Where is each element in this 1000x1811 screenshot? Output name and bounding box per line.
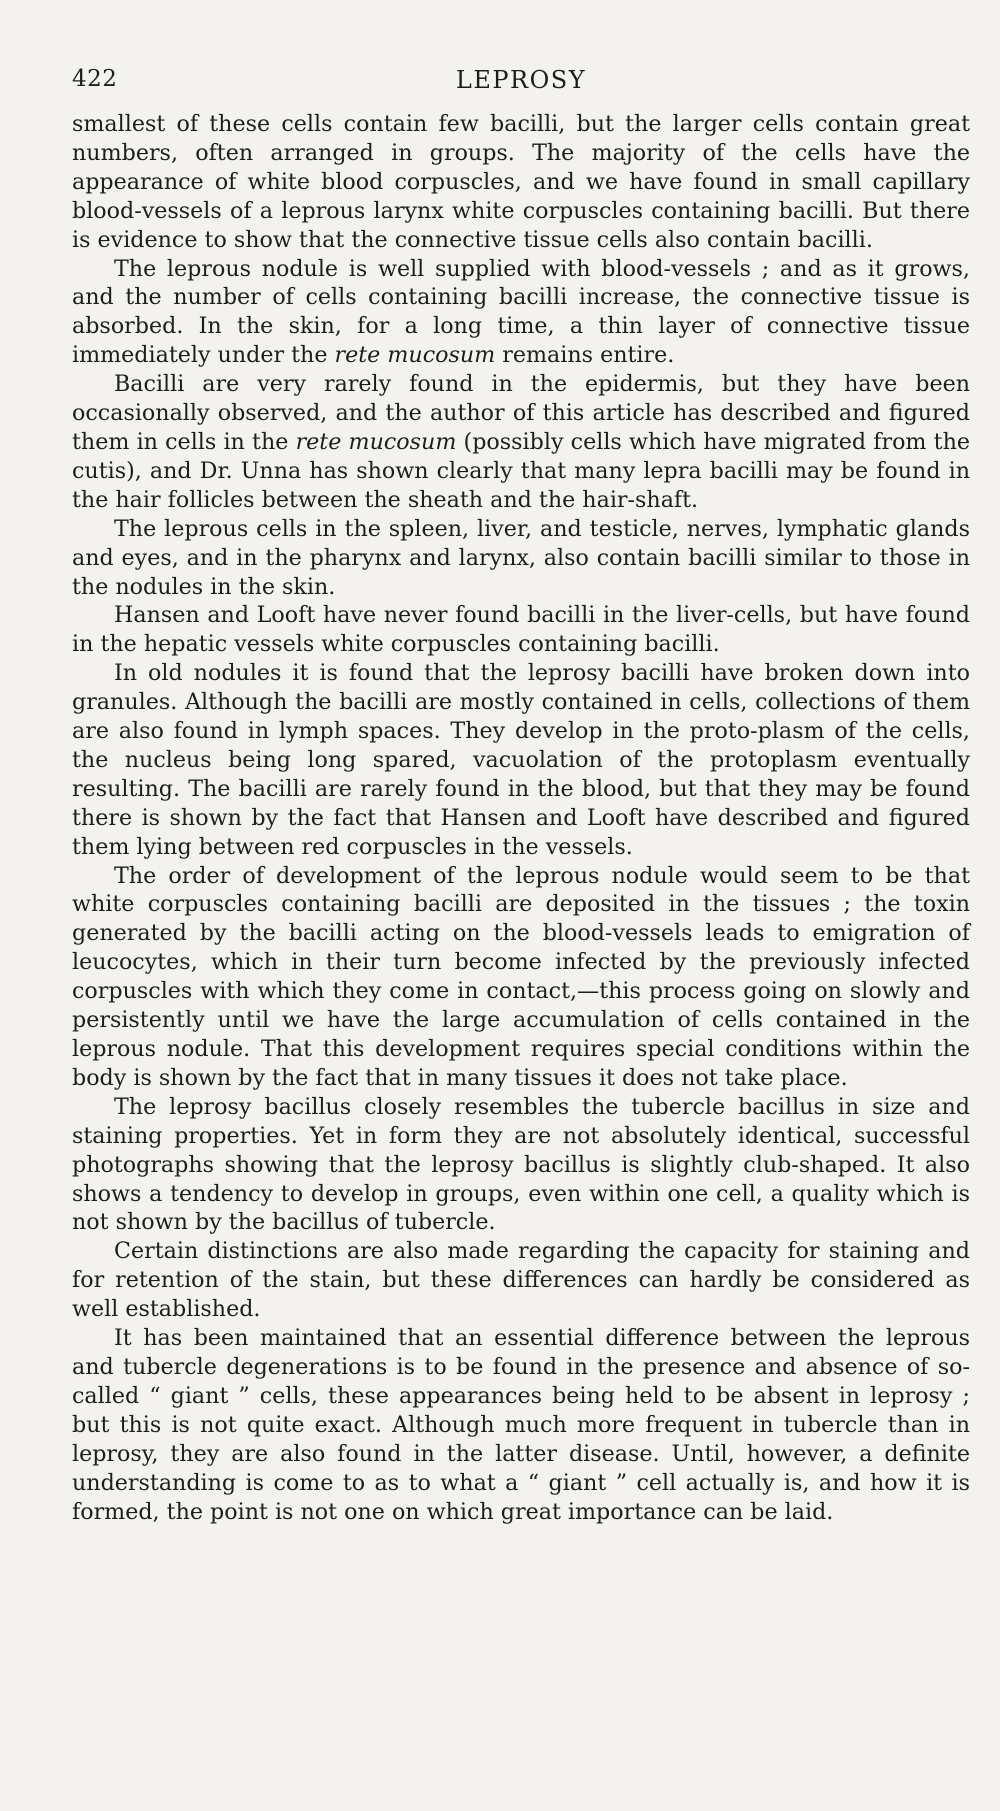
page-header [72, 56, 970, 110]
paragraph [72, 601, 970, 659]
paragraph [72, 515, 970, 602]
paragraph [72, 1237, 970, 1324]
paragraph-text: Bacilli are very rarely found in the epidermis, but they have been occasionally observed, and the author of this article has described and figured them in cells in the [72, 371, 970, 455]
paragraph [72, 110, 970, 255]
page-number: 422 [72, 66, 118, 92]
paragraph-text: In old nodules it is found that the leprosy bacilli have broken down into granules. Although the bacilli are mostly contained in cells, collections of them are also found in lymph spaces. They develop in the proto-plasm of the cells, the nucleus being long spared, vacuolation of the protoplasm eventually resulting. The bacilli are rarely found in the blood, but that they may be found there is shown by the fact that Hansen and Looft have described and figured them lying between red corpuscles in the vessels. [72, 660, 970, 860]
paragraph-text: (possibly cells which have migrated from the cutis), and Dr. Unna has shown clearly that many lepra bacilli may be found in the hair follicles between the sheath and the hair-shaft. [72, 428, 970, 513]
paragraph-text: It has been maintained that an essential difference between the leprous and tubercle degenerations is to be found in the presence and absence of so-called “ giant ” cells, these appearances being held to be absent in leprosy ; but this is not quite exact. Although much more frequent in tubercle than in leprosy, they are also found in the latter disease. Until, however, a definite understanding is come to as to what a “ giant ” cell actually is, and how it is formed, the point is not one on which great importance can be laid. [72, 1325, 970, 1525]
paragraph [72, 255, 970, 371]
paragraph-text: smallest of these cells contain few bacilli, but the larger cells contain great numbers, often arranged in groups. The majority of the cells have the appearance of white blood corpuscles, and we have found in small capillary blood-vessels of a leprous larynx white corpuscles containing bacilli. But there is evidence to show that the connective tissue cells also contain bacilli. [72, 111, 970, 253]
paragraph-text: Hansen and Looft have never found bacilli in the liver-cells, but have found in the hepatic vessels white corpuscles containing bacilli. [72, 602, 970, 658]
paragraph [72, 862, 970, 1093]
paragraph-text: remains entire. [495, 342, 675, 369]
paragraph [72, 370, 970, 515]
paragraph-text: The leprosy bacillus closely resembles the tubercle bacillus in size and staining properties. Yet in form they are not absolutely identical, successful photographs showing that the leprosy bacillus is slightly club-shaped. It also shows a tendency to develop in groups, even within one cell, a quality which is not shown by the bacillus of tubercle. [72, 1093, 970, 1236]
paragraph [72, 1324, 970, 1526]
paragraph [72, 659, 970, 861]
paragraph-text: Certain distinctions are also made regarding the capacity for staining and for retention of the stain, but these differences can hardly be considered as well established. [72, 1238, 970, 1323]
paragraph [72, 1093, 970, 1238]
paragraph-text: The leprous nodule is well supplied with blood-vessels ; and as it grows, and the number of cells containing bacilli increase, the connective tissue is absorbed. In the skin, for a long time, a thin layer of connective tissue immediately under the [72, 255, 970, 369]
book-page [72, 56, 970, 1776]
italic-term: rete mucosum [295, 428, 457, 455]
body-text [72, 110, 970, 1526]
running-title: LEPROSY [455, 66, 587, 94]
italic-term: rete mucosum [334, 342, 496, 369]
paragraph-text: The order of development of the leprous nodule would seem to be that white corpuscles containing bacilli are deposited in the tissues ; the toxin generated by the bacilli acting on the blood-vessels leads to emigration of leucocytes, which in their turn become infected by the previously infected corpuscles with which they come in contact,—this process going on slowly and persistently until we have the large accumulation of cells contained in the leprous nodule. That this development requires special conditions within the body is shown by the fact that in many tissues it does not take place. [72, 862, 970, 1091]
paragraph-text: The leprous cells in the spleen, liver, and testicle, nerves, lymphatic glands and eyes, and in the pharynx and larynx, also contain bacilli similar to those in the nodules in the skin. [72, 515, 970, 600]
